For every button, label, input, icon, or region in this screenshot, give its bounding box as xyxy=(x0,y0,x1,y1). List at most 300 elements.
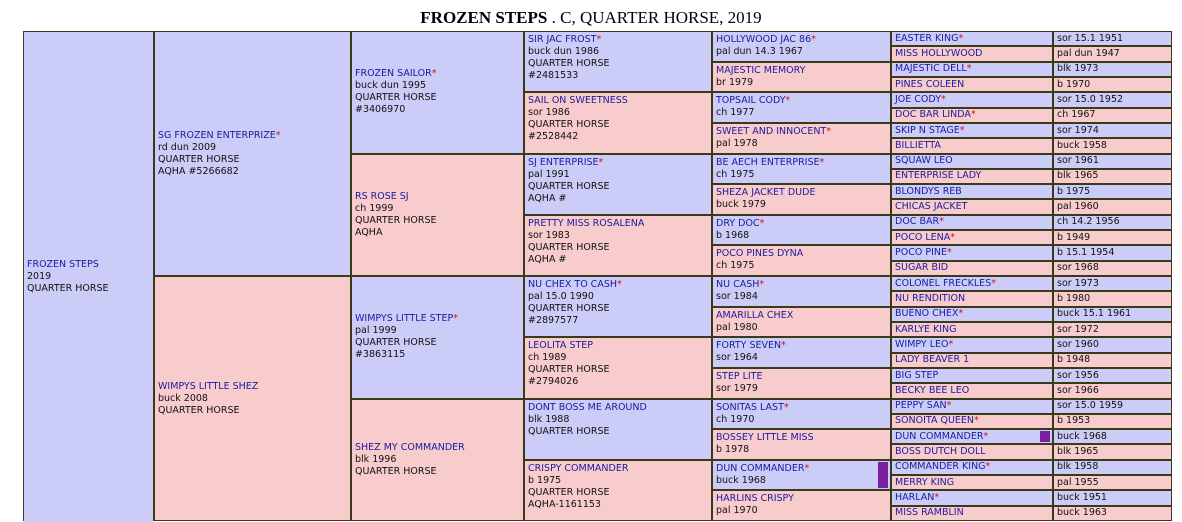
gen4-ancestor-name-link-row xyxy=(716,463,887,475)
gen5-ancestor-name-cell xyxy=(892,262,1052,275)
ancestor-star-icon: * xyxy=(617,279,622,290)
gen5-ancestor-detail-cell xyxy=(1054,200,1171,213)
gen5-ancestor-name-cell xyxy=(892,461,1052,474)
gen4-ancestor-name-link-row xyxy=(716,340,887,352)
gen5-ancestor-detail: sor 1960 xyxy=(1057,338,1099,350)
gen4-ancestor-name-link-row xyxy=(716,157,887,169)
gen5-ancestor-name-link-row xyxy=(895,415,1049,427)
gen5-ancestor-detail: ch 1967 xyxy=(1057,109,1096,121)
gen5-ancestor-name-cell xyxy=(892,139,1052,152)
gen2-ancestor-detail: #3863115 xyxy=(355,349,406,361)
gen4-ancestor-cell xyxy=(713,32,890,61)
gen5-ancestor-detail-cell xyxy=(1054,32,1171,45)
gen1-ancestor-detail: QUARTER HORSE xyxy=(158,153,240,165)
gen5-ancestor-detail: b 1970 xyxy=(1057,78,1091,90)
gen3-ancestor-name-link[interactable]: DONT BOSS ME AROUND xyxy=(528,401,647,413)
gen2-ancestor-name-link-row xyxy=(355,68,520,80)
gen5-ancestor-detail-cell xyxy=(1054,354,1171,367)
gen5-ancestor-detail: blk 1965 xyxy=(1057,170,1099,182)
gen5-ancestor-detail: blk 1965 xyxy=(1057,446,1099,458)
gen5-ancestor-name-link[interactable]: LADY BEAVER 1 xyxy=(895,354,970,366)
gen4-ancestor-name-link-row xyxy=(716,493,887,505)
gen3-ancestor-name-link[interactable]: LEOLITA STEP xyxy=(528,340,594,352)
gen5-ancestor-detail-cell xyxy=(1054,338,1171,351)
gen3-ancestor-detail: blk 1988 xyxy=(528,413,570,425)
ancestor-star-icon: * xyxy=(759,217,765,229)
gen5-ancestor-name-link[interactable]: SKIP N STAGE xyxy=(895,124,960,136)
gen5-ancestor-name-cell xyxy=(892,231,1052,244)
subject-year: 2019 xyxy=(27,271,52,282)
gen5-ancestor-name-link-row xyxy=(895,431,1049,443)
gen4-ancestor-name-link[interactable]: SONITAS LAST xyxy=(716,401,784,413)
gen5-ancestor-detail-cell xyxy=(1054,231,1171,244)
gen5-ancestor-name-link-row xyxy=(895,33,1049,45)
gen5-ancestor-name-link[interactable]: MISS HOLLYWOOD xyxy=(895,47,983,59)
gen5-ancestor-detail-cell xyxy=(1054,461,1171,474)
gen2-ancestor-detail: QUARTER HORSE xyxy=(355,92,437,104)
gen3-ancestor-detail: buck dun 1986 xyxy=(528,46,600,57)
gen3-ancestor-name-link-row xyxy=(528,463,708,475)
gen5-ancestor-name-link[interactable]: SUGAR BID xyxy=(895,262,949,274)
gen3-ancestor-name-link[interactable]: CRISPY COMMANDER xyxy=(528,462,629,474)
gen4-ancestor-name-link-row xyxy=(716,187,887,199)
gen3-ancestor-detail: AQHA-1161153 xyxy=(528,498,601,510)
gen2-ancestor-detail: buck dun 1995 xyxy=(355,80,427,92)
gen4-ancestor-detail: sor 1964 xyxy=(716,352,758,364)
gen5-ancestor-name-link[interactable]: PEPPY SAN xyxy=(895,400,947,412)
title-details: . C, QUARTER HORSE, 2019 xyxy=(547,8,762,27)
gen5-ancestor-name-link-row xyxy=(895,79,1049,91)
gen4-ancestor-detail: pal dun 14.3 1967 xyxy=(716,46,803,57)
gen3-ancestor-name-link-row xyxy=(528,218,708,230)
gen5-ancestor-name-cell xyxy=(892,185,1052,198)
gen5-ancestor-name-link[interactable]: DOC BAR LINDA xyxy=(895,109,971,121)
subject-breed: QUARTER HORSE xyxy=(27,283,109,294)
gen3-ancestor-cell xyxy=(525,93,711,152)
gen4-ancestor-name-link-row xyxy=(716,432,887,444)
gen4-ancestor-cell xyxy=(713,93,890,122)
gen4-ancestor-name-link-row xyxy=(716,371,887,383)
gen5-ancestor-name-cell xyxy=(892,308,1052,321)
gen3-ancestor-name-link-row xyxy=(528,95,708,107)
gen5-ancestor-name-link-row xyxy=(895,507,1049,519)
gen2-ancestor-detail: QUARTER HORSE xyxy=(355,465,437,477)
gen3-ancestor-cell xyxy=(525,400,711,459)
gen5-ancestor-name-link-row xyxy=(895,247,1049,259)
gen5-ancestor-name-link[interactable]: CHICAS JACKET xyxy=(895,201,968,213)
ancestor-star-icon: * xyxy=(966,63,972,75)
gen3-ancestor-name-link[interactable]: SJ ENTERPRISE xyxy=(528,156,599,168)
gen5-ancestor-name-cell xyxy=(892,292,1052,305)
gen5-ancestor-name-cell xyxy=(892,200,1052,213)
gen5-ancestor-detail: sor 1973 xyxy=(1057,277,1099,289)
gen4-ancestor-name-link[interactable]: NU CASH xyxy=(716,279,760,290)
gen5-ancestor-name-link[interactable]: COMMANDER KING xyxy=(895,461,986,473)
gen4-ancestor-name-link-row xyxy=(716,279,887,291)
gen3-ancestor-detail: QUARTER HORSE xyxy=(528,180,610,192)
gen2-ancestor-name-link[interactable]: RS ROSE SJ xyxy=(355,190,409,202)
gen4-ancestor-name-link-row xyxy=(716,65,887,77)
gen5-ancestor-name-link-row xyxy=(895,400,1049,412)
gen5-ancestor-detail: buck 1958 xyxy=(1057,139,1107,151)
subject-name-link[interactable]: FROZEN STEPS xyxy=(27,259,99,270)
gen4-ancestor-name-link-row xyxy=(716,310,887,322)
gen5-ancestor-detail: buck 1951 xyxy=(1057,492,1107,504)
gen4-ancestor-detail: sor 1984 xyxy=(716,291,758,302)
gen5-ancestor-name-cell xyxy=(892,170,1052,183)
gen5-ancestor-name-link-row xyxy=(895,293,1049,305)
gen4-ancestor-cell xyxy=(713,63,890,92)
gen3-ancestor-detail: pal 15.0 1990 xyxy=(528,291,594,302)
gen5-ancestor-name-link-row xyxy=(895,446,1049,458)
ancestor-star-icon: * xyxy=(970,109,976,121)
gen5-ancestor-detail-cell xyxy=(1054,308,1171,321)
gen5-ancestor-name-link-row xyxy=(895,324,1049,336)
gen3-ancestor-detail: QUARTER HORSE xyxy=(528,303,610,314)
ancestor-star-icon: * xyxy=(958,32,964,44)
gen4-ancestor-cell xyxy=(713,369,890,398)
gen3-ancestor-name-link[interactable]: SIR JAC FROST xyxy=(528,34,597,45)
gen4-ancestor-detail: b 1968 xyxy=(716,229,750,241)
ancestor-star-icon: * xyxy=(781,340,786,352)
gen3-ancestor-cell xyxy=(525,216,711,275)
gen5-ancestor-name-link[interactable]: SQUAW LEO xyxy=(895,155,953,167)
gen1-ancestor-name-link[interactable]: SG FROZEN ENTERPRIZE xyxy=(158,129,276,141)
gen5-ancestor-name-link[interactable]: PINES COLEEN xyxy=(895,78,965,90)
gen5-ancestor-detail: sor 1972 xyxy=(1057,323,1099,335)
gen5-ancestor-name-link-row xyxy=(895,262,1049,274)
gen4-ancestor-name-link[interactable]: DUN COMMANDER xyxy=(716,462,805,474)
gen5-ancestor-name-link-row xyxy=(895,155,1049,167)
gen5-ancestor-detail: sor 1974 xyxy=(1057,124,1099,136)
gen2-ancestor-name-link-row xyxy=(355,442,520,454)
ancestor-star-icon: * xyxy=(946,247,952,259)
gen3-ancestor-name-link[interactable]: SAIL ON SWEETNESS xyxy=(528,95,628,107)
gen4-ancestor-name-link[interactable]: POCO PINES DYNA xyxy=(716,248,804,260)
gen5-ancestor-name-link-row xyxy=(895,492,1049,504)
gen5-ancestor-detail-cell xyxy=(1054,78,1171,91)
gen5-ancestor-name-link[interactable]: MAJESTIC DELL xyxy=(895,63,967,75)
gen3-ancestor-detail: pal 1991 xyxy=(528,168,570,180)
gen5-ancestor-name-link-row xyxy=(895,186,1049,198)
gen3-ancestor-detail: AQHA # xyxy=(528,253,567,265)
gen1-ancestor-detail: QUARTER HORSE xyxy=(158,404,240,416)
gen5-ancestor-name-link[interactable]: BIG STEP xyxy=(895,369,939,381)
gen4-ancestor-cell xyxy=(713,491,890,520)
gen5-ancestor-name-link[interactable]: BECKY BEE LEO xyxy=(895,384,970,396)
gen5-ancestor-name-link[interactable]: COLONEL FRECKLES xyxy=(895,277,992,289)
gen3-ancestor-name-link-row xyxy=(528,402,708,414)
gen4-ancestor-name-link[interactable]: DRY DOC xyxy=(716,217,760,229)
gen4-ancestor-detail: ch 1970 xyxy=(716,413,755,425)
gen4-ancestor-detail: pal 1978 xyxy=(716,137,758,149)
gen5-ancestor-detail: ch 14.2 1956 xyxy=(1057,216,1120,228)
gen3-ancestor-name-link[interactable]: NU CHEX TO CASH xyxy=(528,279,617,290)
gen5-ancestor-name-link[interactable]: EASTER KING xyxy=(895,32,959,44)
gen5-ancestor-name-link-row xyxy=(895,339,1049,351)
gen2-ancestor-detail: QUARTER HORSE xyxy=(355,214,437,226)
gen1-ancestor-name-link-row xyxy=(158,381,347,393)
gen5-ancestor-name-link-row xyxy=(895,461,1049,473)
gen5-ancestor-name-cell xyxy=(892,246,1052,259)
gen4-ancestor-name-link[interactable]: HOLLYWOOD JAC 86 xyxy=(716,34,812,45)
gen5-ancestor-detail: buck 1963 xyxy=(1057,507,1107,519)
gen5-ancestor-name-link-row xyxy=(895,94,1049,106)
gen4-ancestor-cell xyxy=(713,400,890,429)
gen5-ancestor-detail-cell xyxy=(1054,292,1171,305)
gen5-ancestor-name-link-row xyxy=(895,170,1049,182)
ancestor-star-icon: * xyxy=(974,415,979,427)
ancestor-star-icon: * xyxy=(453,313,458,325)
gen5-ancestor-name-link-row xyxy=(895,370,1049,382)
gen1-ancestor-name-link[interactable]: WIMPYS LITTLE SHEZ xyxy=(158,380,259,392)
ancestor-star-icon: * xyxy=(946,400,952,412)
subject-cell xyxy=(24,32,153,522)
gen5-ancestor-name-link[interactable]: WIMPY LEO xyxy=(895,338,949,350)
gen5-ancestor-detail-cell xyxy=(1054,476,1171,489)
gen5-ancestor-name-link-row xyxy=(895,232,1049,244)
gen1-ancestor-detail: buck 2008 xyxy=(158,392,208,404)
gen5-ancestor-name-link[interactable]: NU RENDITION xyxy=(895,292,966,304)
gen4-ancestor-name-link[interactable]: SHEZA JACKET DUDE xyxy=(716,187,816,199)
gen5-ancestor-detail-cell xyxy=(1054,384,1171,397)
gen4-ancestor-detail: br 1979 xyxy=(716,76,754,88)
gen2-ancestor-detail: ch 1999 xyxy=(355,202,394,214)
gen3-ancestor-name-link[interactable]: PRETTY MISS ROSALENA xyxy=(528,217,645,229)
gen5-ancestor-detail: sor 15.1 1951 xyxy=(1057,32,1124,44)
gen3-ancestor-cell xyxy=(525,277,711,336)
gen5-ancestor-detail: b 1975 xyxy=(1057,185,1091,197)
ancestor-star-icon: * xyxy=(939,216,944,228)
gen4-ancestor-name-link[interactable]: SWEET AND INNOCENT xyxy=(716,125,827,137)
gen3-ancestor-detail: QUARTER HORSE xyxy=(528,364,610,376)
gen3-ancestor-detail: #2528442 xyxy=(528,131,579,143)
gen5-ancestor-detail-cell xyxy=(1054,262,1171,275)
gen5-ancestor-detail-cell xyxy=(1054,109,1171,122)
gen4-ancestor-cell xyxy=(713,155,890,184)
ancestor-star-icon: * xyxy=(983,430,989,442)
ancestor-star-icon: * xyxy=(941,93,946,105)
gen5-ancestor-detail-cell xyxy=(1054,246,1171,259)
gen5-ancestor-name-cell xyxy=(892,507,1052,520)
gen5-ancestor-detail-cell xyxy=(1054,185,1171,198)
gen5-ancestor-name-link[interactable]: POCO LENA xyxy=(895,231,951,243)
gen4-ancestor-detail: pal 1970 xyxy=(716,505,758,517)
gen5-ancestor-detail: b 15.1 1954 xyxy=(1057,247,1115,259)
gen4-ancestor-cell xyxy=(713,277,890,306)
page-title xyxy=(0,8,1182,28)
gen5-ancestor-detail: blk 1973 xyxy=(1057,63,1099,75)
gen4-ancestor-detail: buck 1968 xyxy=(716,474,766,486)
gen5-ancestor-name-link-row xyxy=(895,48,1049,60)
gen5-ancestor-detail-cell xyxy=(1054,430,1171,443)
gen5-ancestor-name-cell xyxy=(892,216,1052,229)
gen5-ancestor-name-link-row xyxy=(895,385,1049,397)
gen5-ancestor-detail: b 1953 xyxy=(1057,415,1091,427)
gen5-ancestor-name-link-row xyxy=(895,140,1049,152)
gen5-ancestor-detail: b 1949 xyxy=(1057,231,1091,243)
gen5-ancestor-name-cell xyxy=(892,155,1052,168)
gen4-ancestor-name-link-row xyxy=(716,402,887,414)
gen5-ancestor-detail-cell xyxy=(1054,63,1171,76)
gen4-ancestor-cell xyxy=(713,461,890,490)
gen5-ancestor-name-link-row xyxy=(895,109,1049,121)
gen4-ancestor-cell xyxy=(713,124,890,153)
gen4-ancestor-name-link[interactable]: TOPSAIL CODY xyxy=(716,95,786,107)
gen5-ancestor-name-cell xyxy=(892,93,1052,106)
gen5-ancestor-detail: sor 1961 xyxy=(1057,155,1099,167)
gen5-ancestor-name-cell xyxy=(892,78,1052,91)
gen1-ancestor-cell xyxy=(155,32,350,275)
gen3-ancestor-detail: #2481533 xyxy=(528,70,579,81)
ancestor-star-icon: * xyxy=(826,125,831,137)
gen1-ancestor-detail: AQHA #5266682 xyxy=(158,165,239,177)
gen4-ancestor-name-link[interactable]: HARLINS CRISPY xyxy=(716,493,794,505)
gen2-ancestor-name-link-row xyxy=(355,313,520,325)
gen5-ancestor-name-cell xyxy=(892,109,1052,122)
gen3-ancestor-detail: AQHA # xyxy=(528,192,567,204)
gen2-ancestor-detail: #3406970 xyxy=(355,104,406,116)
gen5-ancestor-name-cell xyxy=(892,124,1052,137)
gen5-ancestor-detail: pal 1960 xyxy=(1057,201,1099,213)
gen5-ancestor-detail: b 1980 xyxy=(1057,292,1091,304)
gen5-ancestor-name-link-row xyxy=(895,125,1049,137)
ancestor-star-icon: * xyxy=(431,68,437,80)
gen3-ancestor-detail: sor 1983 xyxy=(528,229,570,241)
gen5-ancestor-name-link[interactable]: SONOITA QUEEN xyxy=(895,415,975,427)
gen2-ancestor-name-link[interactable]: FROZEN SAILOR xyxy=(355,68,432,80)
gen2-ancestor-name-link[interactable]: SHEZ MY COMMANDER xyxy=(355,441,465,453)
gen3-ancestor-detail: QUARTER HORSE xyxy=(528,486,610,498)
gen2-ancestor-detail: AQHA xyxy=(355,226,383,238)
gen5-ancestor-detail-cell xyxy=(1054,155,1171,168)
gen5-ancestor-name-cell xyxy=(892,491,1052,504)
gen5-ancestor-name-link[interactable]: KARLYE KING xyxy=(895,323,957,335)
gen5-ancestor-detail: sor 1966 xyxy=(1057,384,1099,396)
ancestor-star-icon: * xyxy=(811,34,816,45)
gen3-ancestor-detail: b 1975 xyxy=(528,474,562,486)
gen3-ancestor-detail: QUARTER HORSE xyxy=(528,119,610,131)
gen5-ancestor-detail: sor 1956 xyxy=(1057,369,1099,381)
gen4-ancestor-name-link[interactable]: BOSSEY LITTLE MISS xyxy=(716,432,814,444)
gen5-ancestor-detail-cell xyxy=(1054,491,1171,504)
gen4-ancestor-name-link[interactable]: BE AECH ENTERPRISE xyxy=(716,156,820,168)
gen5-ancestor-detail-cell xyxy=(1054,124,1171,137)
gen4-ancestor-name-link-row xyxy=(716,248,887,260)
gen5-ancestor-detail: b 1948 xyxy=(1057,354,1091,366)
ancestor-star-icon: * xyxy=(275,129,281,141)
gen4-ancestor-cell xyxy=(713,185,890,214)
gen5-ancestor-name-link[interactable]: DUN COMMANDER xyxy=(895,430,984,442)
gen5-ancestor-name-link[interactable]: BOSS DUTCH DOLL xyxy=(895,446,986,458)
gen2-ancestor-detail: blk 1996 xyxy=(355,453,397,465)
gen4-ancestor-detail: ch 1975 xyxy=(716,168,755,180)
gen4-ancestor-name-link[interactable]: FORTY SEVEN xyxy=(716,340,782,352)
gen5-ancestor-name-link[interactable]: BILLIETTA xyxy=(895,139,941,151)
gen5-ancestor-name-cell xyxy=(892,63,1052,76)
gen1-ancestor-cell xyxy=(155,277,350,520)
gen4-ancestor-cell xyxy=(713,246,890,275)
gen5-ancestor-name-cell xyxy=(892,323,1052,336)
gen3-ancestor-name-link-row xyxy=(528,340,708,352)
gen5-ancestor-name-link[interactable]: BUENO CHEX xyxy=(895,308,959,320)
gen3-ancestor-detail: #2794026 xyxy=(528,376,579,388)
gen4-ancestor-name-link[interactable]: AMARILLA CHEX xyxy=(716,309,794,321)
ancestor-star-icon: * xyxy=(819,156,825,168)
gen5-ancestor-name-link[interactable]: DOC BAR xyxy=(895,216,940,228)
gen3-ancestor-detail: QUARTER HORSE xyxy=(528,425,610,437)
ancestor-star-icon: * xyxy=(958,308,964,320)
gen4-ancestor-detail: b 1978 xyxy=(716,444,750,456)
gen5-ancestor-name-cell xyxy=(892,400,1052,413)
gen3-ancestor-cell xyxy=(525,338,711,397)
gen4-ancestor-cell xyxy=(713,430,890,459)
gen2-ancestor-name-link[interactable]: WIMPYS LITTLE STEP xyxy=(355,313,454,325)
gen3-ancestor-name-link-row xyxy=(528,279,708,291)
gen5-ancestor-detail-cell xyxy=(1054,277,1171,290)
duplicate-ancestor-marker xyxy=(1040,431,1050,442)
gen5-ancestor-name-cell xyxy=(892,369,1052,382)
gen4-ancestor-name-link[interactable]: STEP LITE xyxy=(716,370,763,382)
gen5-ancestor-name-cell xyxy=(892,32,1052,45)
gen4-ancestor-cell xyxy=(713,216,890,245)
gen2-ancestor-cell xyxy=(352,32,523,153)
ancestor-star-icon: * xyxy=(985,461,991,473)
gen3-ancestor-cell xyxy=(525,32,711,91)
gen5-ancestor-name-link[interactable]: BLONDYS REB xyxy=(895,185,962,197)
gen5-ancestor-detail-cell xyxy=(1054,139,1171,152)
gen5-ancestor-name-link[interactable]: MISS RAMBLIN xyxy=(895,507,964,519)
ancestor-star-icon: * xyxy=(596,34,602,45)
ancestor-star-icon: * xyxy=(948,338,954,350)
gen5-ancestor-name-link[interactable]: MERRY KING xyxy=(895,476,955,488)
gen5-ancestor-detail-cell xyxy=(1054,507,1171,520)
gen4-ancestor-cell xyxy=(713,308,890,337)
ancestor-star-icon: * xyxy=(950,231,955,243)
gen4-ancestor-name-link-row xyxy=(716,95,887,107)
gen4-ancestor-detail: buck 1979 xyxy=(716,199,766,211)
gen4-ancestor-name-link[interactable]: MAJESTIC MEMORY xyxy=(716,64,806,76)
gen5-ancestor-detail: pal dun 1947 xyxy=(1057,47,1120,59)
gen5-ancestor-name-link[interactable]: ENTERPRISE LADY xyxy=(895,170,982,182)
gen3-ancestor-detail: sor 1986 xyxy=(528,107,570,119)
ancestor-star-icon: * xyxy=(934,492,940,504)
gen5-ancestor-detail: sor 1968 xyxy=(1057,262,1099,274)
gen5-ancestor-name-cell xyxy=(892,415,1052,428)
gen4-ancestor-detail: sor 1979 xyxy=(716,382,758,394)
gen5-ancestor-name-link-row xyxy=(895,63,1049,75)
ancestor-star-icon: * xyxy=(783,401,789,413)
gen5-ancestor-name-link[interactable]: JOE CODY xyxy=(895,93,942,105)
gen5-ancestor-name-link-row xyxy=(895,278,1049,290)
gen1-ancestor-detail: rd dun 2009 xyxy=(158,141,217,153)
gen5-ancestor-name-link[interactable]: HARLAN xyxy=(895,492,935,504)
gen2-ancestor-cell xyxy=(352,277,523,398)
ancestor-star-icon: * xyxy=(959,124,965,136)
gen3-ancestor-detail: ch 1989 xyxy=(528,352,567,364)
gen3-ancestor-detail: #2897577 xyxy=(528,315,579,326)
gen5-ancestor-detail: sor 15.0 1959 xyxy=(1057,400,1124,412)
gen5-ancestor-detail-cell xyxy=(1054,170,1171,183)
gen5-ancestor-detail-cell xyxy=(1054,323,1171,336)
gen5-ancestor-detail: buck 15.1 1961 xyxy=(1057,308,1132,320)
gen2-ancestor-cell xyxy=(352,400,523,521)
gen5-ancestor-name-cell xyxy=(892,445,1052,458)
gen5-ancestor-name-link[interactable]: POCO PINE xyxy=(895,247,947,259)
gen3-ancestor-detail: QUARTER HORSE xyxy=(528,58,610,69)
ancestor-star-icon: * xyxy=(804,462,810,474)
title-horse-name: FROZEN STEPS xyxy=(420,8,548,27)
